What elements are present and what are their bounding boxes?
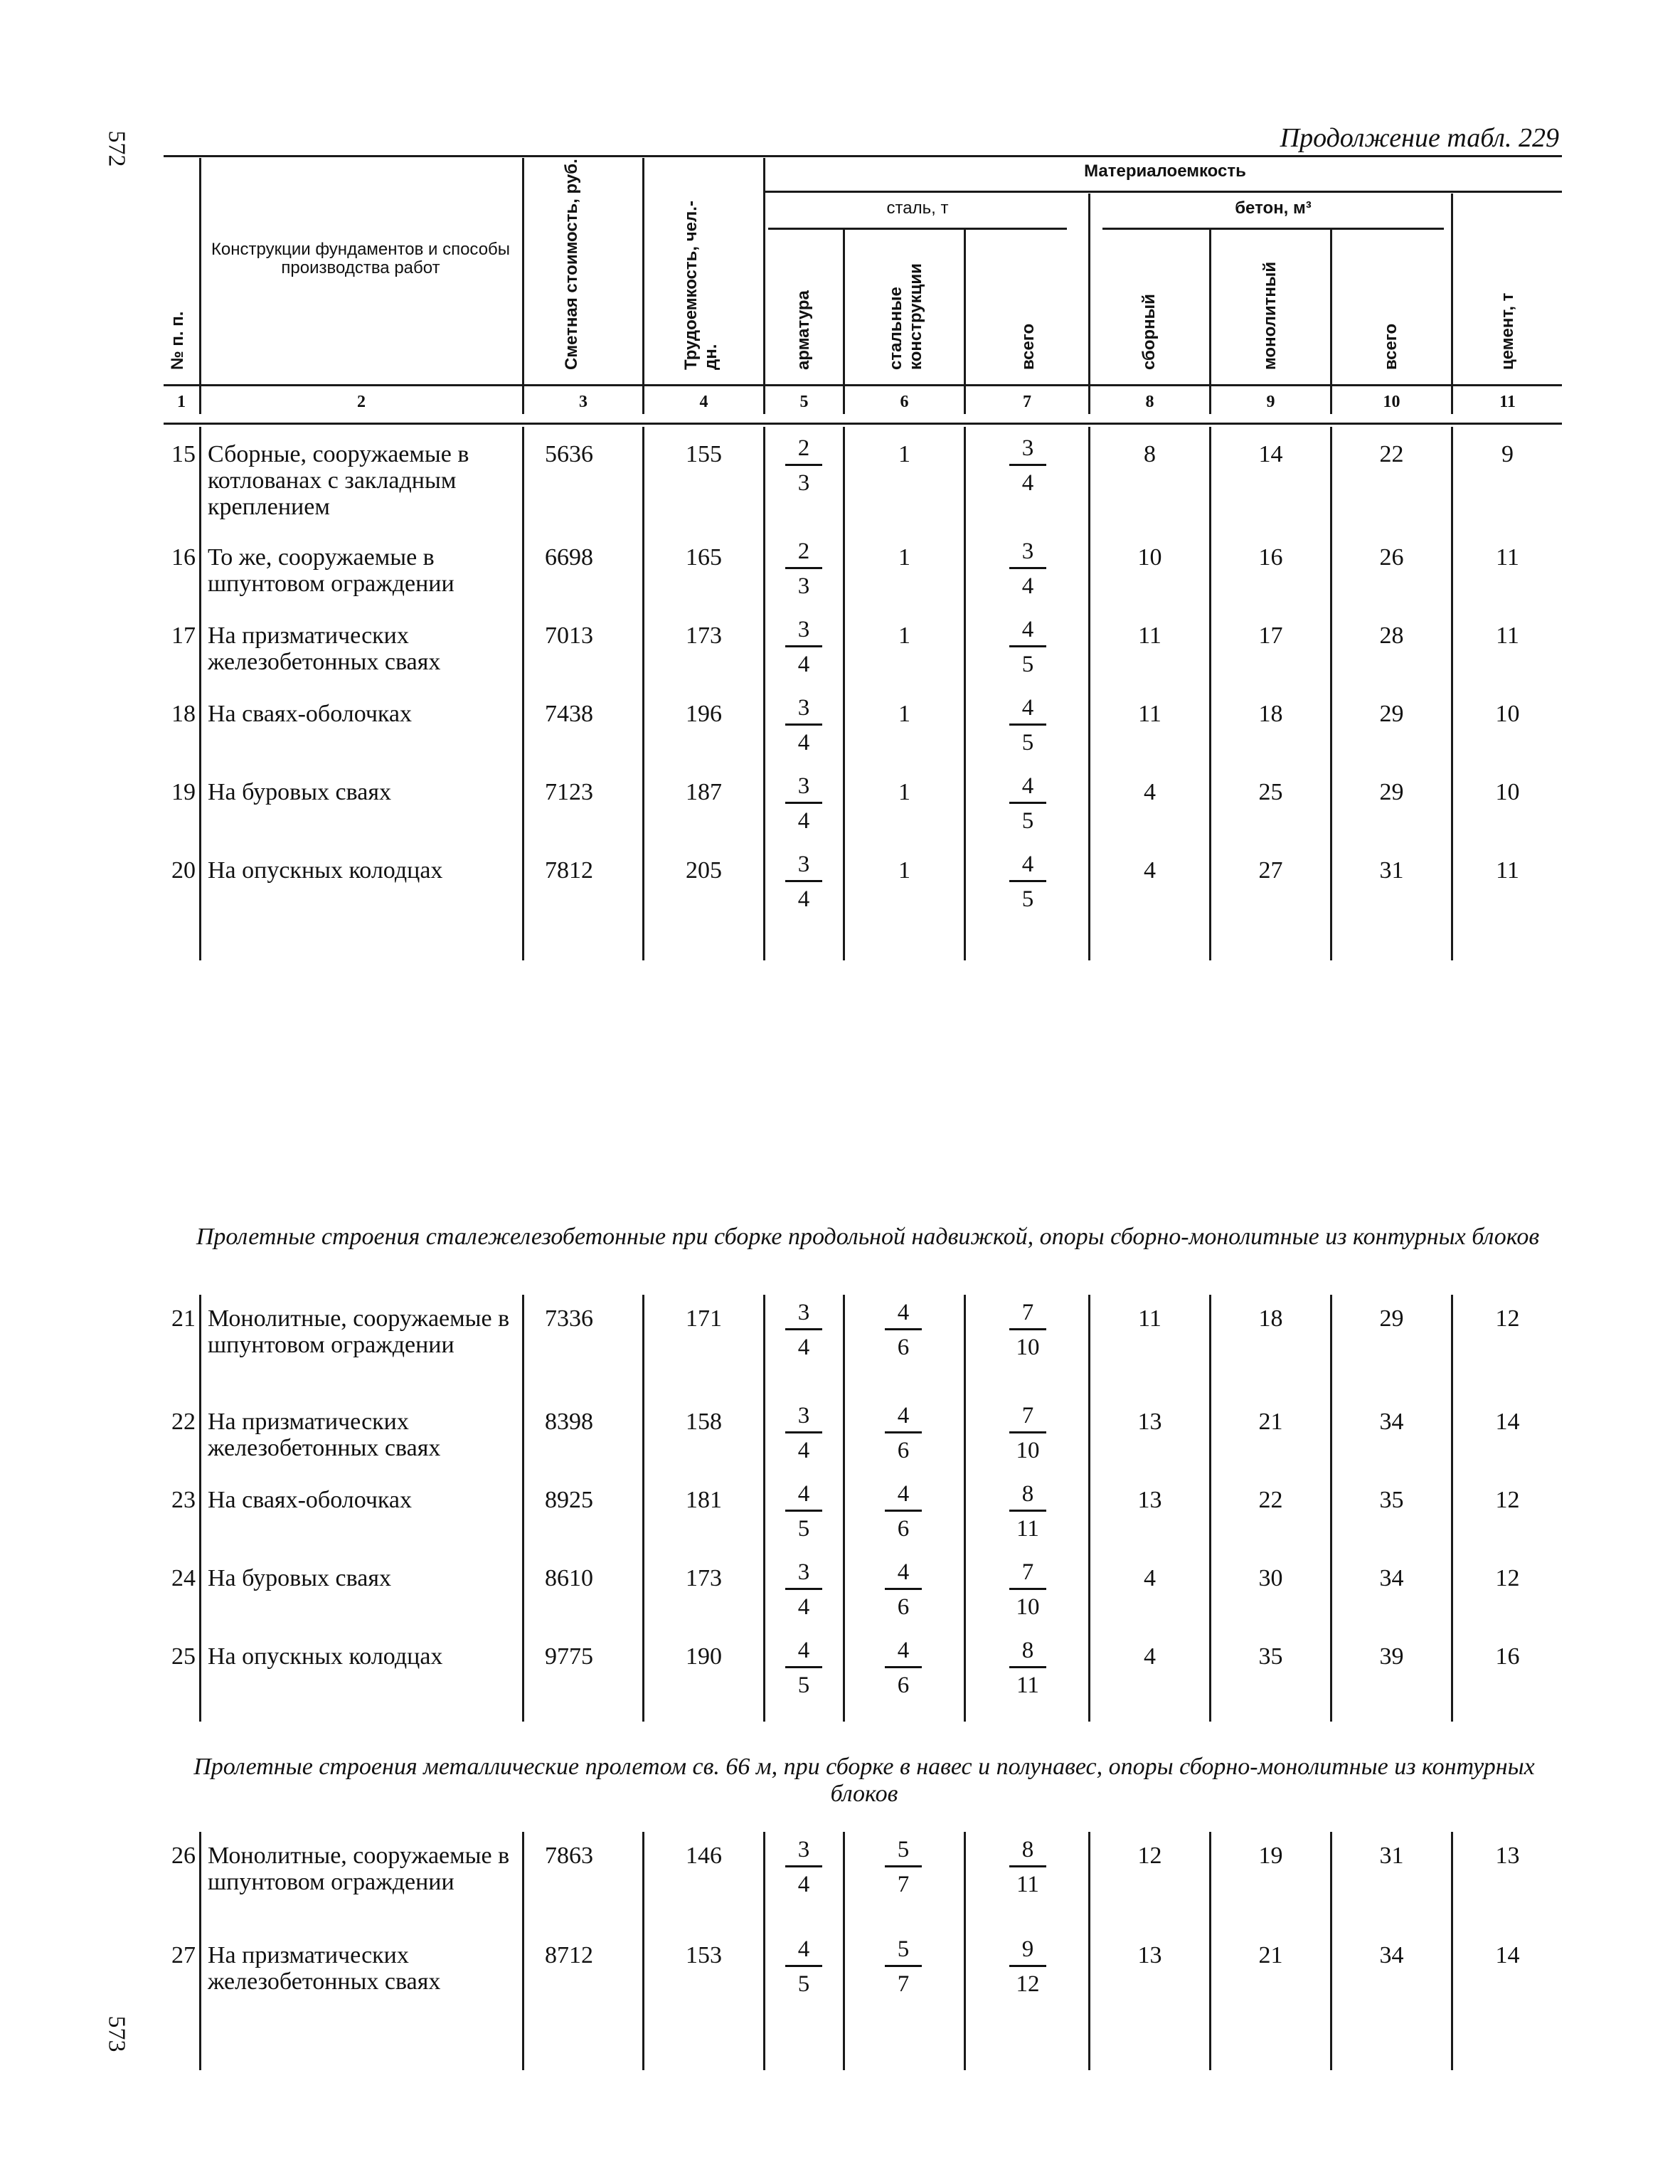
row-steel-total-numerator: 8 xyxy=(1009,1636,1046,1668)
row-steel-total xyxy=(999,1935,1056,1998)
row-armature-numerator: 3 xyxy=(785,1401,822,1433)
header-divider-2 xyxy=(522,158,524,414)
row-description: Монолитные, сооружаемые в шпунтовом ограждении xyxy=(208,1843,510,1895)
row-concrete-total: 26 xyxy=(1379,544,1404,571)
header-divider-5 xyxy=(843,229,845,414)
row-precast: 10 xyxy=(1137,544,1162,571)
row-number: 27 xyxy=(171,1942,196,1968)
row-concrete-total: 39 xyxy=(1379,1643,1404,1670)
row-cement: 12 xyxy=(1495,1305,1520,1332)
row-armature-denominator: 4 xyxy=(797,1872,810,1897)
row-number: 25 xyxy=(171,1643,196,1670)
col-header-materials: Материалоемкость xyxy=(1084,161,1246,181)
page-number-bottom: 573 xyxy=(103,2015,130,2052)
header-divider-6 xyxy=(964,229,966,414)
col-header-cost: Сметная стоимость, руб. xyxy=(562,159,581,370)
row-steel-total-denominator: 5 xyxy=(1021,652,1034,677)
row-steel-struct xyxy=(875,1298,932,1362)
row-armature xyxy=(775,772,832,835)
row-labor: 158 xyxy=(686,1409,722,1435)
row-steel-total-numerator: 8 xyxy=(1009,1835,1046,1867)
row-armature xyxy=(775,537,832,600)
row-monolithic: 19 xyxy=(1258,1843,1283,1869)
row-cost: 7336 xyxy=(545,1305,593,1332)
row-cost: 8925 xyxy=(545,1487,593,1513)
row-precast: 11 xyxy=(1138,701,1161,727)
row-armature-numerator: 3 xyxy=(785,615,822,647)
header-divider-1 xyxy=(199,158,201,414)
colnum-4: 4 xyxy=(699,393,708,411)
row-armature-denominator: 3 xyxy=(797,470,810,496)
row-cement: 13 xyxy=(1495,1843,1520,1869)
row-labor: 171 xyxy=(686,1305,722,1332)
concrete-rule xyxy=(1102,228,1444,230)
row-armature xyxy=(775,434,832,497)
row-monolithic: 16 xyxy=(1258,544,1283,571)
row-description: На опускных колодцах xyxy=(208,857,443,884)
col-header-armature: арматура xyxy=(794,290,813,370)
row-steel-total-numerator: 4 xyxy=(1009,615,1046,647)
row-monolithic: 21 xyxy=(1258,1409,1283,1435)
row-precast: 8 xyxy=(1144,441,1156,467)
row-cement: 12 xyxy=(1495,1487,1520,1513)
row-armature xyxy=(775,1558,832,1621)
row-concrete-total: 31 xyxy=(1379,857,1404,884)
row-steel-total xyxy=(999,1636,1056,1700)
row-steel-total xyxy=(999,1480,1056,1543)
row-steel-struct: 1 xyxy=(898,622,910,649)
row-steel-total xyxy=(999,850,1056,913)
row-steel-struct: 1 xyxy=(898,779,910,805)
row-monolithic: 17 xyxy=(1258,622,1283,649)
row-description: На сваях-оболочках xyxy=(208,701,413,727)
col-header-cement: цемент, т xyxy=(1498,292,1517,370)
row-cement: 14 xyxy=(1495,1409,1520,1435)
row-precast: 11 xyxy=(1138,1305,1161,1332)
row-steel-struct: 1 xyxy=(898,857,910,884)
row-labor: 196 xyxy=(686,701,722,727)
row-description: На сваях-оболочках xyxy=(208,1487,413,1513)
materials-rule xyxy=(763,191,1562,193)
row-steel-struct: 1 xyxy=(898,441,910,467)
row-cement: 10 xyxy=(1495,779,1520,805)
row-armature-numerator: 3 xyxy=(785,772,822,804)
body-divider-3-4 xyxy=(763,1832,765,2070)
row-armature-numerator: 4 xyxy=(785,1480,822,1512)
row-steel-total-numerator: 7 xyxy=(1009,1298,1046,1330)
row-monolithic: 21 xyxy=(1258,1942,1283,1968)
row-armature xyxy=(775,1935,832,1998)
row-cost: 5636 xyxy=(545,441,593,467)
row-steel-struct-denominator: 7 xyxy=(897,1971,910,1997)
row-precast: 4 xyxy=(1144,1565,1156,1591)
row-steel-total-denominator: 11 xyxy=(1016,1872,1039,1897)
row-armature-numerator: 4 xyxy=(785,1935,822,1967)
row-steel-total-denominator: 5 xyxy=(1021,886,1034,912)
colnum-1: 1 xyxy=(177,393,186,411)
row-monolithic: 18 xyxy=(1258,701,1283,727)
row-concrete-total: 34 xyxy=(1379,1409,1404,1435)
body-divider-2-4 xyxy=(763,1295,765,1722)
row-steel-struct-denominator: 7 xyxy=(897,1872,910,1897)
row-steel-total-numerator: 3 xyxy=(1009,537,1046,569)
col-header-precast: сборный xyxy=(1139,294,1159,370)
row-steel-struct xyxy=(875,1401,932,1465)
row-steel-total-numerator: 8 xyxy=(1009,1480,1046,1512)
row-armature-denominator: 5 xyxy=(797,1516,810,1542)
body-divider-1-1 xyxy=(199,427,201,960)
row-description: На призматических железобетонных сваях xyxy=(208,1942,441,1995)
row-armature xyxy=(775,850,832,913)
row-steel-struct-denominator: 6 xyxy=(897,1335,910,1360)
row-labor: 173 xyxy=(686,622,722,649)
row-monolithic: 18 xyxy=(1258,1305,1283,1332)
row-steel-total-numerator: 7 xyxy=(1009,1401,1046,1433)
row-steel-struct-denominator: 6 xyxy=(897,1594,910,1620)
row-precast: 13 xyxy=(1137,1487,1162,1513)
row-armature-denominator: 4 xyxy=(797,730,810,756)
row-description: На опускных колодцах xyxy=(208,1643,443,1670)
colnum-9: 9 xyxy=(1266,393,1275,411)
section-caption-2: Пролетные строения металлические пролетом св. 66 м, при сборке в навес и полунавес, опоры сборно-монолитные из контурных блоков xyxy=(193,1754,1535,1807)
row-concrete-total: 28 xyxy=(1379,622,1404,649)
row-steel-total-denominator: 5 xyxy=(1021,808,1034,834)
row-steel-total-denominator: 4 xyxy=(1021,470,1034,496)
header-divider-9 xyxy=(1330,229,1332,414)
table-continuation-title: Продолжение табл. 229 xyxy=(1280,123,1559,153)
row-steel-total-denominator: 10 xyxy=(1016,1335,1040,1360)
row-concrete-total: 31 xyxy=(1379,1843,1404,1869)
row-armature xyxy=(775,1636,832,1700)
row-steel-total-denominator: 11 xyxy=(1016,1673,1039,1698)
row-armature-denominator: 4 xyxy=(797,1335,810,1360)
row-precast: 13 xyxy=(1137,1942,1162,1968)
row-cost: 8398 xyxy=(545,1409,593,1435)
col-header-concrete: бетон, м³ xyxy=(1235,198,1312,218)
row-labor: 173 xyxy=(686,1565,722,1591)
row-description: Монолитные, сооружаемые в шпунтовом ограждении xyxy=(208,1305,510,1358)
col-header-num: № п. п. xyxy=(168,311,187,370)
row-number: 16 xyxy=(171,544,196,571)
row-cement: 11 xyxy=(1496,544,1519,571)
row-concrete-total: 35 xyxy=(1379,1487,1404,1513)
row-armature-numerator: 3 xyxy=(785,1558,822,1590)
row-concrete-total: 29 xyxy=(1379,779,1404,805)
row-steel-struct xyxy=(875,1835,932,1899)
row-steel-total xyxy=(999,1558,1056,1621)
row-armature-numerator: 3 xyxy=(785,850,822,882)
row-cement: 12 xyxy=(1495,1565,1520,1591)
header-top-rule xyxy=(164,155,1562,157)
row-number: 23 xyxy=(171,1487,196,1513)
row-armature-denominator: 4 xyxy=(797,808,810,834)
row-armature xyxy=(775,1298,832,1362)
col-header-labor: Трудоемкость, чел.-дн. xyxy=(681,201,721,370)
row-armature xyxy=(775,694,832,757)
body-divider-3-5 xyxy=(843,1832,845,2070)
row-concrete-total: 34 xyxy=(1379,1565,1404,1591)
col-header-steel: сталь, т xyxy=(886,198,949,218)
row-armature-denominator: 4 xyxy=(797,1438,810,1463)
body-divider-1-6 xyxy=(964,427,966,960)
col-header-monolithic: монолитный xyxy=(1260,261,1280,370)
col-header-concrete-total: всего xyxy=(1381,323,1400,370)
header-divider-8 xyxy=(1209,229,1211,414)
row-armature-numerator: 3 xyxy=(785,1298,822,1330)
row-steel-total-denominator: 12 xyxy=(1016,1971,1040,1997)
row-labor: 187 xyxy=(686,779,722,805)
row-cement: 16 xyxy=(1495,1643,1520,1670)
row-precast: 4 xyxy=(1144,1643,1156,1670)
row-labor: 181 xyxy=(686,1487,722,1513)
row-number: 26 xyxy=(171,1843,196,1869)
row-armature xyxy=(775,1401,832,1465)
body-divider-1-4 xyxy=(763,427,765,960)
row-steel-total xyxy=(999,694,1056,757)
row-concrete-total: 22 xyxy=(1379,441,1404,467)
row-steel-total xyxy=(999,1298,1056,1362)
row-cement: 11 xyxy=(1496,857,1519,884)
row-armature-denominator: 5 xyxy=(797,1971,810,1997)
row-armature-denominator: 5 xyxy=(797,1673,810,1698)
row-precast: 12 xyxy=(1137,1843,1162,1869)
colnum-bottom-rule xyxy=(164,423,1562,425)
colnum-2: 2 xyxy=(357,393,366,411)
row-precast: 11 xyxy=(1138,622,1161,649)
row-armature-numerator: 3 xyxy=(785,1835,822,1867)
row-steel-struct xyxy=(875,1935,932,1998)
row-steel-struct-denominator: 6 xyxy=(897,1673,910,1698)
row-monolithic: 22 xyxy=(1258,1487,1283,1513)
row-labor: 205 xyxy=(686,857,722,884)
header-divider-10 xyxy=(1451,194,1453,414)
col-header-desc: Конструкции фундаментов и способы производства работ xyxy=(211,240,511,277)
row-steel-total-denominator: 4 xyxy=(1021,573,1034,599)
row-steel-struct-numerator: 4 xyxy=(885,1558,922,1590)
row-steel-total xyxy=(999,1401,1056,1465)
row-description: На призматических железобетонных сваях xyxy=(208,622,441,675)
row-armature-numerator: 2 xyxy=(785,537,822,569)
row-cement: 9 xyxy=(1501,441,1514,467)
row-cost: 9775 xyxy=(545,1643,593,1670)
row-monolithic: 35 xyxy=(1258,1643,1283,1670)
row-steel-total-numerator: 3 xyxy=(1009,434,1046,466)
row-number: 18 xyxy=(171,701,196,727)
row-armature xyxy=(775,1480,832,1543)
row-armature-numerator: 3 xyxy=(785,694,822,726)
row-description: На буровых сваях xyxy=(208,779,391,805)
row-labor: 190 xyxy=(686,1643,722,1670)
row-number: 20 xyxy=(171,857,196,884)
row-monolithic: 25 xyxy=(1258,779,1283,805)
row-steel-total-denominator: 5 xyxy=(1021,730,1034,756)
row-labor: 146 xyxy=(686,1843,722,1869)
row-armature xyxy=(775,615,832,679)
row-steel-struct: 1 xyxy=(898,544,910,571)
row-steel-struct xyxy=(875,1636,932,1700)
page-number-top: 572 xyxy=(103,130,130,167)
row-precast: 4 xyxy=(1144,779,1156,805)
row-description: Сборные, сооружаемые в котлованах с закладным креплением xyxy=(208,441,469,520)
row-monolithic: 14 xyxy=(1258,441,1283,467)
colnum-11: 11 xyxy=(1499,393,1516,411)
row-armature-numerator: 2 xyxy=(785,434,822,466)
row-steel-struct-denominator: 6 xyxy=(897,1516,910,1542)
row-number: 22 xyxy=(171,1409,196,1435)
row-number: 21 xyxy=(171,1305,196,1332)
body-divider-3-6 xyxy=(964,1832,966,2070)
row-description: На буровых сваях xyxy=(208,1565,391,1591)
row-cost: 8712 xyxy=(545,1942,593,1968)
header-divider-3 xyxy=(642,158,644,414)
row-labor: 165 xyxy=(686,544,722,571)
row-labor: 153 xyxy=(686,1942,722,1968)
row-steel-struct: 1 xyxy=(898,701,910,727)
row-cost: 6698 xyxy=(545,544,593,571)
row-steel-struct-numerator: 5 xyxy=(885,1935,922,1967)
row-cost: 7438 xyxy=(545,701,593,727)
row-armature-denominator: 4 xyxy=(797,1594,810,1620)
row-steel-struct xyxy=(875,1480,932,1543)
header-divider-7 xyxy=(1088,194,1090,414)
row-steel-total xyxy=(999,772,1056,835)
colnum-3: 3 xyxy=(579,393,588,411)
row-cost: 7123 xyxy=(545,779,593,805)
row-armature xyxy=(775,1835,832,1899)
body-divider-2-1 xyxy=(199,1295,201,1722)
row-cement: 10 xyxy=(1495,701,1520,727)
row-number: 19 xyxy=(171,779,196,805)
body-divider-2-6 xyxy=(964,1295,966,1722)
colnum-10: 10 xyxy=(1383,393,1400,411)
row-steel-total-numerator: 9 xyxy=(1009,1935,1046,1967)
row-steel-total-denominator: 10 xyxy=(1016,1438,1040,1463)
body-divider-3-1 xyxy=(199,1832,201,2070)
row-armature-denominator: 4 xyxy=(797,886,810,912)
row-cost: 7863 xyxy=(545,1843,593,1869)
row-armature-denominator: 3 xyxy=(797,573,810,599)
col-header-steel-struct: стальные конструкции xyxy=(886,263,925,370)
row-cement: 14 xyxy=(1495,1942,1520,1968)
row-cement: 11 xyxy=(1496,622,1519,649)
row-steel-struct-numerator: 4 xyxy=(885,1298,922,1330)
section-caption-1: Пролетные строения сталежелезобетонные при сборке продольной надвижкой, опоры сборно-монолитные из контурных блоков xyxy=(196,1224,1540,1250)
row-steel-struct xyxy=(875,1558,932,1621)
colnum-8: 8 xyxy=(1145,393,1154,411)
row-precast: 4 xyxy=(1144,857,1156,884)
colnum-6: 6 xyxy=(900,393,909,411)
row-concrete-total: 29 xyxy=(1379,1305,1404,1332)
row-steel-total xyxy=(999,434,1056,497)
row-monolithic: 27 xyxy=(1258,857,1283,884)
header-bottom-rule xyxy=(164,384,1562,386)
row-steel-total xyxy=(999,615,1056,679)
row-steel-total-denominator: 11 xyxy=(1016,1516,1039,1542)
row-concrete-total: 34 xyxy=(1379,1942,1404,1968)
row-steel-total xyxy=(999,537,1056,600)
col-header-steel-total: всего xyxy=(1019,323,1038,370)
row-precast: 13 xyxy=(1137,1409,1162,1435)
row-steel-struct-numerator: 4 xyxy=(885,1480,922,1512)
row-steel-total-numerator: 4 xyxy=(1009,772,1046,804)
row-cost: 7013 xyxy=(545,622,593,649)
row-steel-total-numerator: 4 xyxy=(1009,850,1046,882)
row-steel-struct-numerator: 4 xyxy=(885,1401,922,1433)
colnum-5: 5 xyxy=(799,393,809,411)
body-divider-2-5 xyxy=(843,1295,845,1722)
row-steel-struct-numerator: 4 xyxy=(885,1636,922,1668)
row-labor: 155 xyxy=(686,441,722,467)
row-steel-struct-numerator: 5 xyxy=(885,1835,922,1867)
row-cost: 7812 xyxy=(545,857,593,884)
row-description: На призматических железобетонных сваях xyxy=(208,1409,441,1461)
row-number: 17 xyxy=(171,622,196,649)
colnum-7: 7 xyxy=(1023,393,1031,411)
row-concrete-total: 29 xyxy=(1379,701,1404,727)
row-steel-total xyxy=(999,1835,1056,1899)
row-steel-total-numerator: 7 xyxy=(1009,1558,1046,1590)
row-monolithic: 30 xyxy=(1258,1565,1283,1591)
row-cost: 8610 xyxy=(545,1565,593,1591)
row-steel-struct-denominator: 6 xyxy=(897,1438,910,1463)
row-armature-denominator: 4 xyxy=(797,652,810,677)
header-divider-4 xyxy=(763,158,765,414)
row-steel-total-numerator: 4 xyxy=(1009,694,1046,726)
row-steel-total-denominator: 10 xyxy=(1016,1594,1040,1620)
row-description: То же, сооружаемые в шпунтовом ограждении xyxy=(208,544,454,597)
row-number: 24 xyxy=(171,1565,196,1591)
row-number: 15 xyxy=(171,441,196,467)
row-armature-numerator: 4 xyxy=(785,1636,822,1668)
